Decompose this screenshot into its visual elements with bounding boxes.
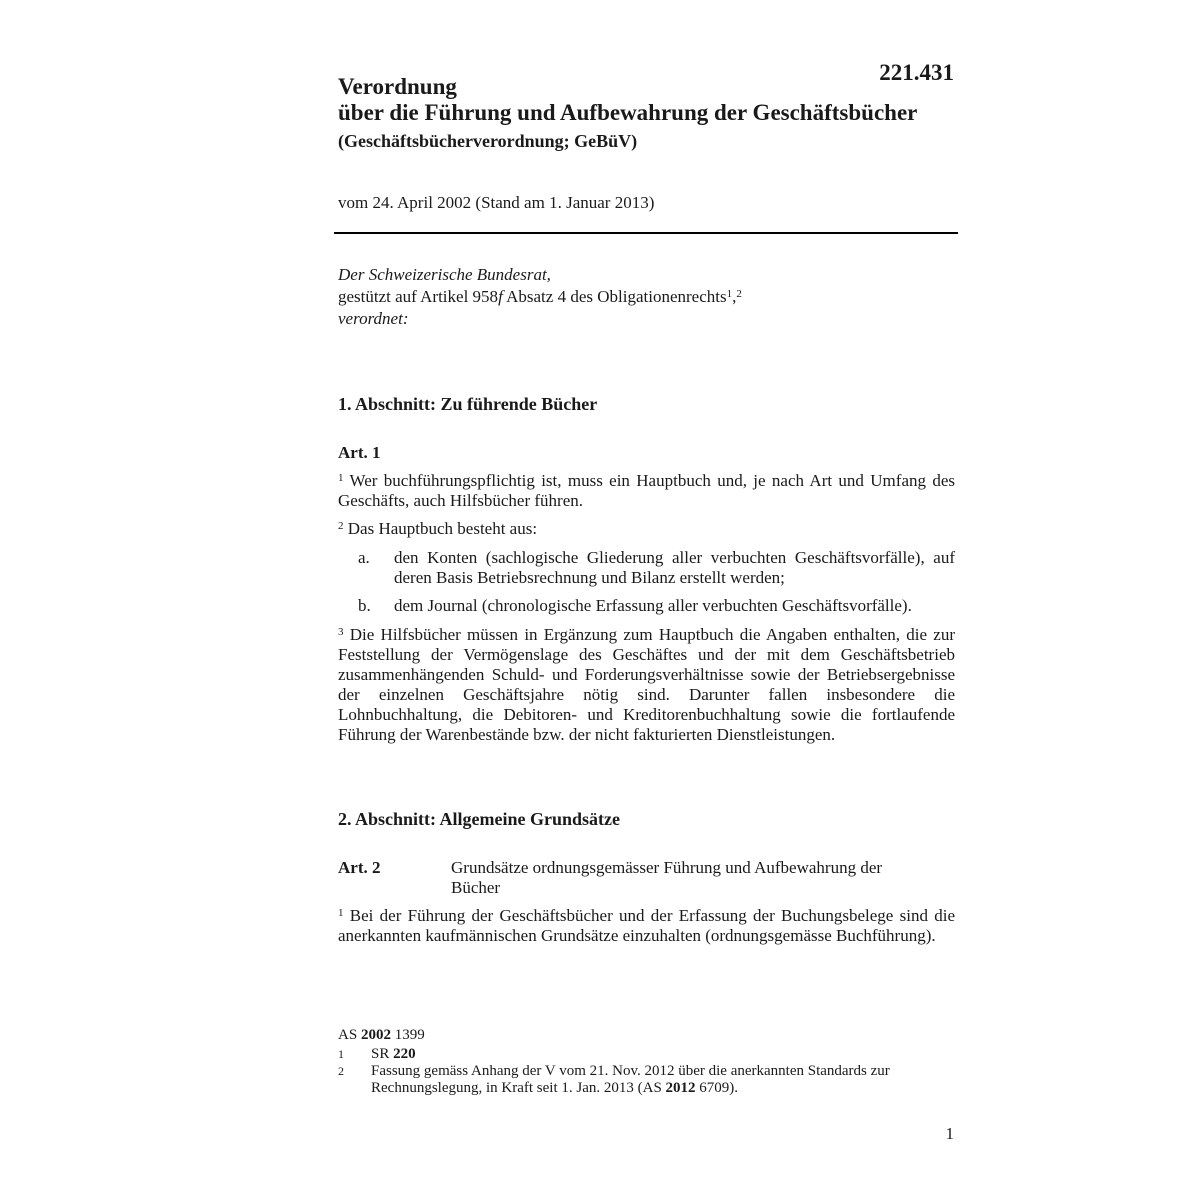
article-1-paragraph-2: [338, 519, 955, 539]
footnote-text-b: 6709).: [695, 1080, 739, 1096]
section-2-heading: 2. Abschnitt: Allgemeine Grundsätze: [338, 809, 620, 829]
section-1-heading: 1. Abschnitt: Zu führende Bücher: [338, 394, 598, 414]
paragraph-number: 1: [338, 907, 344, 919]
header-divider: [334, 232, 958, 234]
footnote-as-page: 1399: [390, 1027, 425, 1043]
document-title: [338, 74, 978, 126]
page-number: 1: [945, 1124, 954, 1143]
paragraph-number: 2: [338, 520, 344, 532]
footnote-number: 2: [338, 1064, 344, 1078]
paragraph-number: 3: [338, 626, 344, 638]
footnote-text-prefix: SR: [371, 1046, 394, 1062]
paragraph-text: Das Hauptbuch besteht aus:: [343, 519, 538, 538]
footnote-text: [371, 1046, 938, 1063]
article-2-paragraph-1: [338, 906, 955, 946]
sr-number: 221.431: [879, 60, 954, 85]
preamble-issuer: Der Schweizerische Bundesrat,: [338, 265, 551, 284]
preamble-verb: verordnet:: [338, 309, 409, 328]
paragraph-text: Bei der Führung der Geschäftsbücher und der Erfassung der Buchungsbelege sind die anerkannten kaufmännischen Grundsätze einzuhalten (ordnungsgemässe Buchführung).: [338, 906, 955, 945]
preamble-basis-text-2: Absatz 4 des Obligationenrechts: [502, 287, 727, 306]
title-line-1: Verordnung: [338, 74, 457, 99]
paragraph-text: Die Hilfsbücher müssen in Ergänzung zum Hauptbuch die Angaben enthalten, die zur Feststellung der Vermögenslage des Geschäftes und der mit dem Geschäftsbetrieb zusammenhängenden Schuld- und Forderungsverhältnisse sowie der Betriebsergebnisse der einzelnen Geschäftsjahre nötig sind. Darunter fallen insbesondere die Lohnbuchhaltung, die Debitoren- und Kreditorenbuchhaltung sowie die fortlaufende Führung der Warenbestände bzw. der nicht fakturierten Dienstleistungen.: [338, 625, 955, 744]
preamble-basis-text: gestützt auf Artikel 958: [338, 287, 499, 306]
footnote-separator: ,: [732, 287, 737, 306]
title-line-2: über die Führung und Aufbewahrung der Geschäftsbücher: [338, 100, 918, 125]
footnote-as-prefix: AS: [338, 1027, 361, 1043]
list-text: den Konten (sachlogische Gliederung aller verbuchten Geschäftsvorfälle), auf deren Basis Betriebsrechnung und Bilanz erstellt werden;: [394, 548, 955, 587]
article-2-title: Grundsätze ordnungsgemässer Führung und Aufbewahrung der Bücher: [451, 858, 883, 897]
list-text: dem Journal (chronologische Erfassung aller verbuchten Geschäftsvorfälle).: [394, 596, 912, 615]
footnote-number: 1: [338, 1047, 344, 1061]
footnote-ref-1[interactable]: 1: [726, 288, 733, 300]
footnote-as: [338, 1027, 425, 1044]
footnote-text-bold: 2012: [665, 1080, 696, 1096]
list-letter: b.: [358, 596, 371, 615]
preamble-basis-letter: f: [498, 287, 503, 306]
article-1-paragraph-3: [338, 625, 955, 745]
preamble: [338, 264, 742, 330]
footnote-text-bold: 220: [393, 1046, 416, 1062]
article-1-paragraph-1: [338, 471, 955, 511]
article-1-label: Art. 1: [338, 443, 381, 462]
article-2-label: Art. 2: [338, 858, 381, 877]
footnote-text: [371, 1063, 938, 1097]
footnote-as-year: 2002: [360, 1027, 391, 1043]
list-letter: a.: [358, 548, 370, 567]
paragraph-text: Wer buchführungspflichtig ist, muss ein Hauptbuch und, je nach Art und Umfang des Geschäfts, auch Hilfsbücher führen.: [338, 471, 955, 510]
document-date: vom 24. April 2002 (Stand am 1. Januar 2013): [338, 193, 655, 212]
preamble-basis: [338, 286, 742, 308]
document-subtitle: (Geschäftsbücherverordnung; GeBüV): [338, 131, 638, 151]
footnote-ref-2[interactable]: 2: [736, 288, 742, 300]
paragraph-number: 1: [338, 472, 344, 484]
footnote-text-a: Fassung gemäss Anhang der V vom 21. Nov. 2012 über die anerkannten Standards zur Rechnungslegung, in Kraft seit 1. Jan. 2013 (AS: [371, 1063, 890, 1096]
